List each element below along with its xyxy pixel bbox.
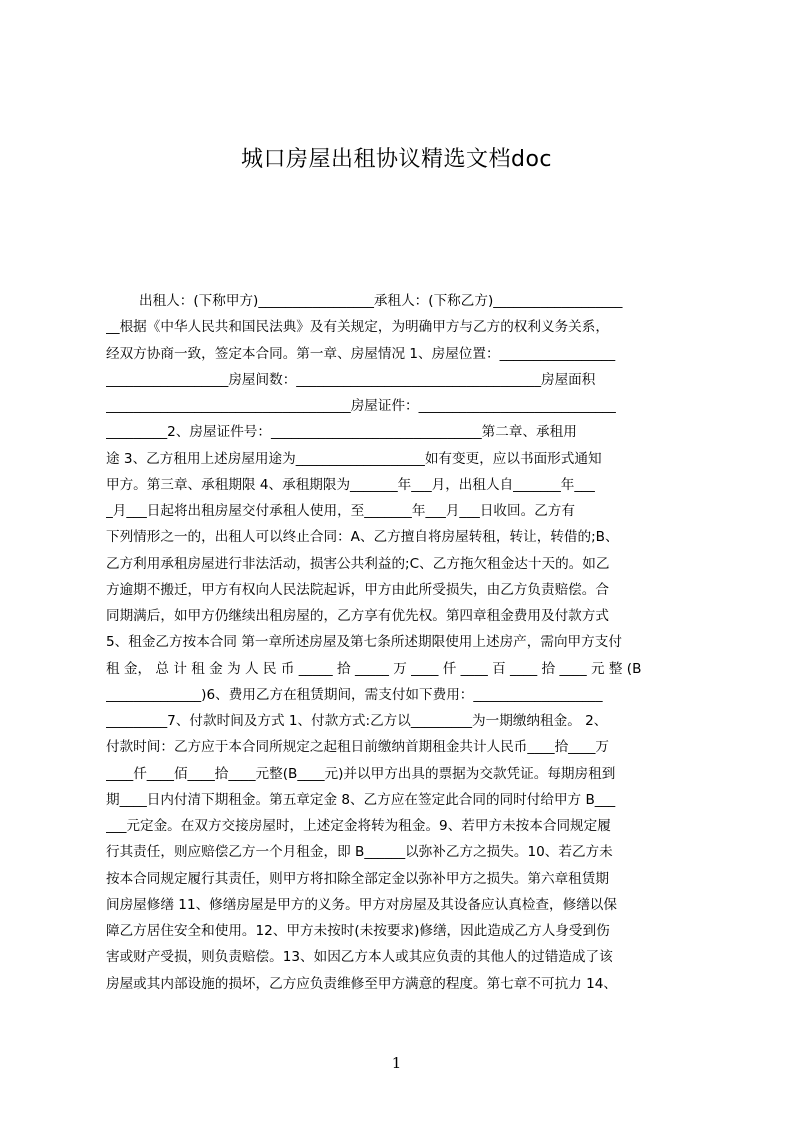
body-line: __________________房屋间数：____________________________________房屋面积 xyxy=(106,371,596,388)
document-title: 城口房屋出租协议精选文档doc xyxy=(240,147,553,172)
body-line: 乙方利用承租房屋进行非法活动，损害公共利益的;C、乙方拖欠租金达十天的。如乙 xyxy=(106,555,610,572)
body-line: ___元定金。在双方交接房屋时，上述定金将转为租金。9、若甲方未按本合同规定履 xyxy=(106,818,611,834)
body-line: ____仟____佰____拾____元整(B____元)并以甲方出具的票据为交款凭证。每期房租到 xyxy=(106,765,616,782)
body-line: 间房屋修缮 11、修缮房屋是甲方的义务。甲方对房屋及其设备应认真检查，修缮以保 xyxy=(106,896,617,913)
body-line: 经双方协商一致，签定本合同。第一章、房屋情况 1、房屋位置：_________________ xyxy=(106,345,616,362)
body-line: 按本合同规定履行其责任，则甲方将扣除全部定金以弥补甲方之损失。第六章租赁期 xyxy=(106,870,609,887)
body-line: 行其责任，则应赔偿乙方一个月租金，即 B______以弥补乙方之损失。10、若乙方未 xyxy=(106,844,613,861)
body-line: __根据《中华人民共和国民法典》及有关规定，为明确甲方与乙方的权利义务关系， xyxy=(106,319,609,336)
body-line: 同期满后，如甲方仍继续出租房屋的，乙方享有优先权。第四章租金费用及付款方式 xyxy=(106,608,609,624)
body-line: ____________________________________房屋证件：_____________________________ xyxy=(106,398,616,414)
body-line: 甲方。第三章、承租期限 4、承租期限为_______年___月，出租人自_______年___ xyxy=(106,476,595,493)
contract-body xyxy=(106,288,700,997)
body-line: _________7、付款时间及方式 1、付款方式:乙方以_________为一期缴纳租金。 2、 xyxy=(106,713,608,729)
body-line: _月___日起将出租房屋交付承租人使用，至_______年___月___日收回。乙方有 xyxy=(106,503,575,519)
body-line: 租 金， 总 计 租 金 为 人 民 币 _____ 拾 _____ 万 ____ 仟 ____ 百 ____ 拾 ____ 元 整 (B xyxy=(106,660,642,677)
body-line: 出租人：(下称甲方)_________________承租人：(下称乙方)___________________ xyxy=(139,293,623,309)
page-number: 1 xyxy=(391,1054,402,1072)
body-line: 付款时间：乙方应于本合同所规定之起租日前缴纳首期租金共计人民币____拾____万 xyxy=(106,739,609,756)
body-line: 途 3、乙方租用上述房屋用途为___________________如有变更，应以书面形式通知 xyxy=(106,450,602,467)
body-line: 房屋或其内部设施的损坏，乙方应负责维修至甲方满意的程度。第七章不可抗力 14、 xyxy=(106,975,617,992)
body-line: 5、租金乙方按本合同 第一章所述房屋及第七条所述期限使用上述房产，需向甲方支付 xyxy=(106,634,622,651)
body-line: 期____日内付清下期租金。第五章定金 8、乙方应在签定此合同的同时付给甲方 B___ xyxy=(106,791,616,808)
body-line: ______________)6、费用乙方在租赁期间，需支付如下费用：___________________ xyxy=(106,686,603,703)
body-line: 害或财产受损，则负责赔偿。13、如因乙方本人或其应负责的其他人的过错造成了该 xyxy=(106,949,613,966)
body-line: 下列情形之一的，出租人可以终止合同：A、乙方擅自将房屋转租，转让，转借的;B、 xyxy=(106,529,619,546)
body-line: _________2、房屋证件号：_______________________________第二章、承租用 xyxy=(106,424,577,441)
body-line: 方逾期不搬迁，甲方有权向人民法院起诉，甲方由此所受损失，由乙方负责赔偿。合 xyxy=(106,581,609,598)
body-line: 障乙方居住安全和使用。12、甲方未按时(未按要求)修缮，因此造成乙方人身受到伤 xyxy=(106,923,610,939)
